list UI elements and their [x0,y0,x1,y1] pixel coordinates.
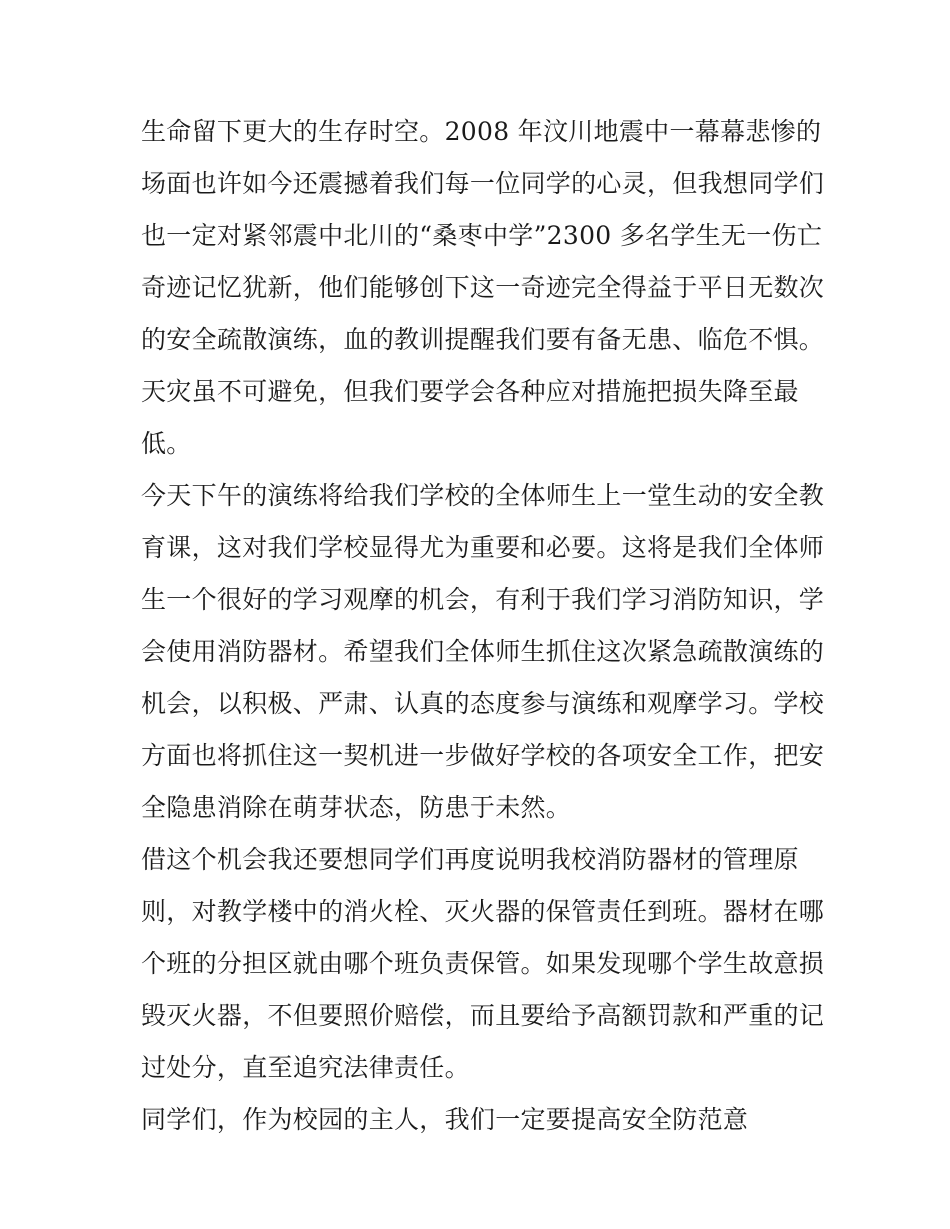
text-line: 过处分，直至追究法律责任。 [141,1053,470,1082]
text-line: 今天下午的演练将给我们学校的全体师生上一堂生动的安全教 [141,481,825,510]
text-line: 的安全疏散演练，血的教训提醒我们要有备无患、临危不惧。 [141,325,825,354]
text-line: 生命留下更大的生存时空。2008 年汶川地震中一幕幕悲惨的 [141,117,822,146]
document-body [141,106,825,1146]
text-line: 低。 [141,429,192,458]
text-line: 机会，以积极、严肃、认真的态度参与演练和观摩学习。学校 [141,689,825,718]
text-line: 会使用消防器材。希望我们全体师生抓住这次紧急疏散演练的 [141,637,825,666]
text-line: 借这个机会我还要想同学们再度说明我校消防器材的管理原 [141,845,799,874]
text-line: 奇迹记忆犹新，他们能够创下这一奇迹完全得益于平日无数次 [141,273,825,302]
text-line: 个班的分担区就由哪个班负责保管。如果发现哪个学生故意损 [141,949,825,978]
text-line: 毁灭火器，不但要照价赔偿，而且要给予高额罚款和严重的记 [141,1001,825,1030]
text-line: 全隐患消除在萌芽状态，防患于未然。 [141,793,572,822]
text-line: 场面也许如今还震撼着我们每一位同学的心灵，但我想同学们 [141,169,825,198]
text-line: 天灾虽不可避免，但我们要学会各种应对措施把损失降至最 [141,377,799,406]
text-line: 育课，这对我们学校显得尤为重要和必要。这将是我们全体师 [141,533,825,562]
text-line: 生一个很好的学习观摩的机会，有利于我们学习消防知识，学 [141,585,825,614]
text-line: 也一定对紧邻震中北川的“桑枣中学”2300 多名学生无一伤亡 [141,221,823,250]
text-line: 则，对教学楼中的消火栓、灭火器的保管责任到班。器材在哪 [141,897,825,926]
text-line: 方面也将抓住这一契机进一步做好学校的各项安全工作，把安 [141,741,825,770]
text-line: 同学们，作为校园的主人，我们一定要提高安全防范意 [141,1105,749,1134]
